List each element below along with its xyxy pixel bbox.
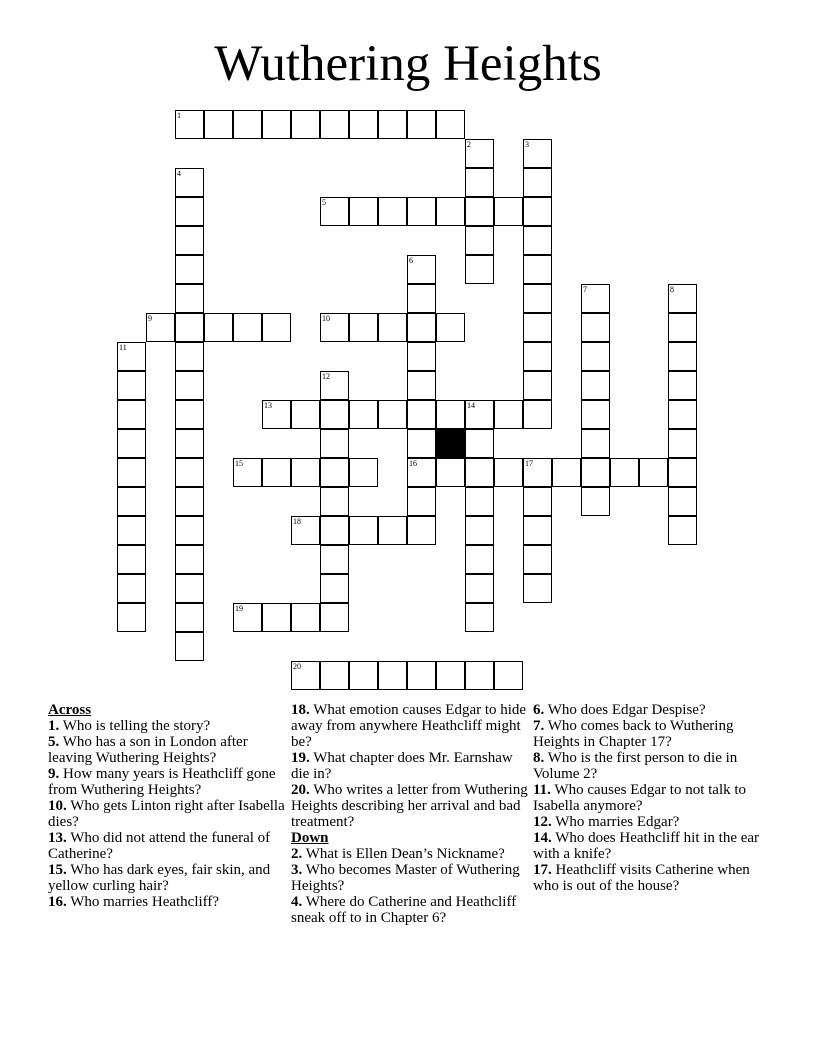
clue-number: 14 [467,401,475,410]
grid-cell[interactable] [378,516,407,545]
clue-number: 5 [322,198,326,207]
grid-cell[interactable] [378,400,407,429]
grid-cell[interactable] [494,458,523,487]
clue-down-17: 17. Heathcliff visits Catherine when who is out of the house? [533,862,750,894]
grid-cell[interactable] [262,458,291,487]
grid-cell[interactable] [233,458,262,487]
grid-cell[interactable] [117,458,146,487]
clue-number: 1 [177,111,181,120]
grid-cell[interactable] [465,516,494,545]
grid-cell[interactable] [407,284,436,313]
grid-cell[interactable] [262,400,291,429]
grid-cell[interactable] [465,226,494,255]
grid-cell[interactable] [378,313,407,342]
grid-cell[interactable] [262,603,291,632]
grid-cell[interactable] [349,313,378,342]
grid-cell[interactable] [581,284,610,313]
clue-number: 8 [670,285,674,294]
grid-cell[interactable] [117,574,146,603]
clue-down-3: 3. Who becomes Master of Wuthering Heights? [291,862,520,894]
grid-cell[interactable] [291,603,320,632]
clue-down-6: 6. Who does Edgar Despise? [533,702,706,718]
grid-cell[interactable] [581,429,610,458]
grid-cell[interactable] [320,487,349,516]
grid-cell[interactable] [668,516,697,545]
clue-number: 2 [467,140,471,149]
grid-cell[interactable] [523,487,552,516]
grid-cell[interactable] [320,574,349,603]
page-title: Wuthering Heights [214,36,602,92]
grid-cell[interactable] [117,516,146,545]
grid-cell[interactable] [349,110,378,139]
grid-cell[interactable] [233,313,262,342]
clue-number: 19 [235,604,243,613]
grid-cell[interactable] [117,400,146,429]
grid-cell[interactable] [320,400,349,429]
grid-cell[interactable] [523,313,552,342]
grid-cell[interactable] [349,661,378,690]
grid-cell[interactable] [349,400,378,429]
grid-cell[interactable] [407,516,436,545]
grid-cell[interactable] [668,342,697,371]
grid-cell[interactable] [320,371,349,400]
clue-down-12: 12. Who marries Edgar? [533,814,680,830]
grid-cell[interactable] [204,110,233,139]
grid-cell[interactable] [436,110,465,139]
grid-cell[interactable] [465,574,494,603]
grid-cell[interactable] [320,545,349,574]
grid-cell[interactable] [262,110,291,139]
grid-cell[interactable] [175,632,204,661]
grid-cell[interactable] [523,574,552,603]
grid-cell[interactable] [668,400,697,429]
grid-cell[interactable] [494,661,523,690]
grid-cell[interactable] [117,603,146,632]
grid-cell[interactable] [175,255,204,284]
grid-cell[interactable] [668,371,697,400]
grid-cell[interactable] [175,168,204,197]
grid-cell[interactable] [494,400,523,429]
grid-cell[interactable] [320,197,349,226]
grid-cell[interactable] [407,110,436,139]
grid-cell[interactable] [407,661,436,690]
grid-cell[interactable] [465,487,494,516]
grid-cell[interactable] [523,226,552,255]
grid-cell[interactable] [610,458,639,487]
grid-cell[interactable] [581,342,610,371]
grid-cell[interactable] [407,400,436,429]
grid-cell[interactable] [117,429,146,458]
grid-cell[interactable] [117,371,146,400]
grid-cell[interactable] [523,342,552,371]
clue-across-13: 13. Who did not attend the funeral of Catherine? [48,830,271,862]
grid-cell[interactable] [523,516,552,545]
grid-cell[interactable] [581,400,610,429]
grid-cell[interactable] [581,458,610,487]
grid-cell[interactable] [117,487,146,516]
clue-number: 4 [177,169,181,178]
grid-cell[interactable] [581,313,610,342]
clue-across-1: 1. Who is telling the story? [48,718,211,734]
grid-cell[interactable] [523,284,552,313]
clue-number: 11 [119,343,127,352]
grid-cell[interactable] [407,487,436,516]
grid-cell[interactable] [262,313,291,342]
grid-cell[interactable] [320,516,349,545]
grid-cell[interactable] [639,458,668,487]
clues-column-1 [48,702,288,910]
grid-cell[interactable] [233,110,262,139]
grid-cell[interactable] [407,429,436,458]
grid-cell[interactable] [175,603,204,632]
black-cell [436,429,465,458]
clue-number: 7 [583,285,587,294]
clue-down-11: 11. Who causes Edgar to not talk to Isabella anymore? [533,782,747,814]
grid-cell[interactable] [320,429,349,458]
grid-cell[interactable] [204,313,233,342]
grid-cell[interactable] [523,458,552,487]
grid-cell[interactable] [175,284,204,313]
grid-cell[interactable] [407,371,436,400]
grid-cell[interactable] [233,603,262,632]
down-heading: Down [291,830,329,846]
clue-across-10: 10. Who gets Linton right after Isabella dies? [48,798,285,830]
grid-cell[interactable] [320,603,349,632]
grid-cell[interactable] [494,197,523,226]
grid-cell[interactable] [117,342,146,371]
grid-cell[interactable] [465,429,494,458]
grid-cell[interactable] [436,400,465,429]
grid-cell[interactable] [407,342,436,371]
grid-cell[interactable] [175,545,204,574]
grid-cell[interactable] [465,255,494,284]
grid-cell[interactable] [291,516,320,545]
clue-down-4: 4. Where do Catherine and Heathcliff sneak off to in Chapter 6? [291,894,517,926]
grid-cell[interactable] [175,458,204,487]
clue-across-19: 19. What chapter does Mr. Earnshaw die in? [291,750,513,782]
grid-cell[interactable] [523,545,552,574]
grid-cell[interactable] [668,313,697,342]
grid-cell[interactable] [378,661,407,690]
grid-cell[interactable] [320,110,349,139]
clue-number: 6 [409,256,413,265]
grid-cell[interactable] [581,487,610,516]
grid-cell[interactable] [668,284,697,313]
grid-cell[interactable] [523,255,552,284]
grid-cell[interactable] [465,168,494,197]
clue-number: 3 [525,140,529,149]
grid-cell[interactable] [175,487,204,516]
grid-cell[interactable] [378,197,407,226]
grid-cell[interactable] [523,139,552,168]
grid-cell[interactable] [175,400,204,429]
grid-cell[interactable] [146,313,175,342]
grid-cell[interactable] [668,458,697,487]
grid-cell[interactable] [523,400,552,429]
clue-down-2: 2. What is Ellen Dean’s Nickname? [291,846,505,862]
grid-cell[interactable] [668,429,697,458]
clue-down-14: 14. Who does Heathcliff hit in the ear with a knife? [533,830,760,862]
grid-cell[interactable] [349,516,378,545]
grid-cell[interactable] [407,313,436,342]
grid-cell[interactable] [465,139,494,168]
clue-across-16: 16. Who marries Heathcliff? [48,894,220,910]
clue-across-15: 15. Who has dark eyes, fair skin, and yellow curling hair? [48,862,271,894]
across-heading: Across [48,702,92,718]
grid-cell[interactable] [436,197,465,226]
grid-cell[interactable] [465,545,494,574]
grid-cell[interactable] [175,516,204,545]
grid-cell[interactable] [291,458,320,487]
grid-cell[interactable] [465,400,494,429]
grid-cell[interactable] [407,197,436,226]
clue-across-5: 5. Who has a son in London after leaving Wuthering Heights? [48,734,248,766]
clue-number: 9 [148,314,152,323]
clue-number: 15 [235,459,243,468]
grid-cell[interactable] [175,371,204,400]
clue-number: 20 [293,662,301,671]
clue-number: 18 [293,517,301,526]
grid-cell[interactable] [523,197,552,226]
clue-across-18: 18. What emotion causes Edgar to hide away from anywhere Heathcliff might be? [291,702,527,750]
clues-column-2 [291,702,531,926]
grid-cell[interactable] [465,661,494,690]
grid-cell[interactable] [552,458,581,487]
clue-down-8: 8. Who is the first person to die in Volume 2? [533,750,738,782]
grid-cell[interactable] [320,458,349,487]
grid-cell[interactable] [175,110,204,139]
clue-number: 13 [264,401,272,410]
grid-cell[interactable] [349,197,378,226]
grid-cell[interactable] [407,458,436,487]
grid-cell[interactable] [436,458,465,487]
grid-cell[interactable] [175,226,204,255]
grid-cell[interactable] [175,197,204,226]
clue-number: 10 [322,314,330,323]
grid-cell[interactable] [175,574,204,603]
grid-cell[interactable] [523,371,552,400]
clues-column-3 [533,702,773,894]
clue-number: 17 [525,459,533,468]
clue-number: 12 [322,372,330,381]
grid-cell[interactable] [436,313,465,342]
grid-cell[interactable] [320,313,349,342]
grid-cell[interactable] [581,371,610,400]
grid-cell[interactable] [175,313,204,342]
clue-across-9: 9. How many years is Heathcliff gone from Wuthering Heights? [48,766,276,798]
clue-number: 16 [409,459,417,468]
grid-cell[interactable] [523,168,552,197]
grid-cell[interactable] [117,545,146,574]
grid-cell[interactable] [407,255,436,284]
grid-cell[interactable] [436,661,465,690]
grid-cell[interactable] [349,458,378,487]
grid-cell[interactable] [291,110,320,139]
grid-cell[interactable] [175,429,204,458]
clue-across-20: 20. Who writes a letter from Wuthering Heights describing her arrival and bad treatment? [291,782,528,830]
grid-cell[interactable] [465,458,494,487]
grid-cell[interactable] [291,400,320,429]
grid-cell[interactable] [465,197,494,226]
clue-down-7: 7. Who comes back to Wuthering Heights in Chapter 17? [533,718,734,750]
grid-cell[interactable] [175,342,204,371]
grid-cell[interactable] [320,661,349,690]
grid-cell[interactable] [465,603,494,632]
grid-cell[interactable] [291,661,320,690]
grid-cell[interactable] [378,110,407,139]
grid-cell[interactable] [668,487,697,516]
